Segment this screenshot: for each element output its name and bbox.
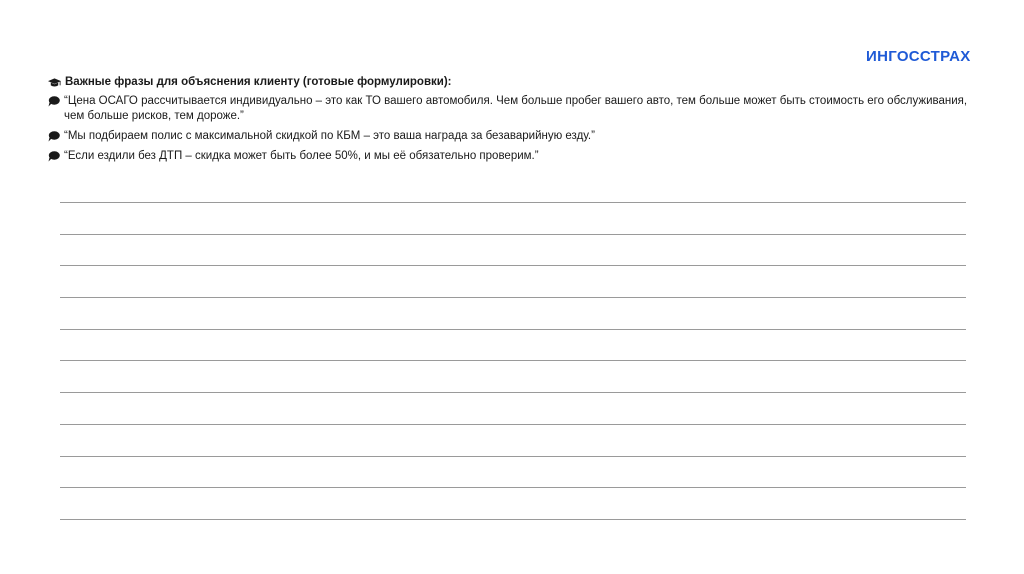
- ruled-line: [60, 487, 966, 488]
- phrase-text: “Если ездили без ДТП – скидка может быть более 50%, и мы её обязательно проверим.”: [64, 150, 539, 162]
- ruled-line: [60, 265, 966, 266]
- ruled-line: [60, 202, 966, 203]
- section-heading-text: Важные фразы для объяснения клиенту (готовые формулировки):: [65, 76, 452, 88]
- ruled-line: [60, 456, 966, 457]
- speech-bubble-icon: [48, 131, 60, 142]
- phrases-section: [48, 75, 978, 169]
- speech-bubble-icon: [48, 151, 60, 162]
- ruled-line: [60, 392, 966, 393]
- ruled-line: [60, 360, 966, 361]
- phrase-item: [48, 94, 978, 124]
- section-heading: [48, 75, 978, 90]
- ruled-line: [60, 329, 966, 330]
- speech-bubble-icon: [48, 96, 60, 107]
- phrase-text: “Цена ОСАГО рассчитывается индивидуально – это как ТО вашего автомобиля. Чем больше пробег вашего авто, тем больше может быть стоимость его обслуживания, чем больше рисков, тем дороже.”: [64, 95, 968, 122]
- phrase-item: [48, 149, 978, 164]
- ruled-line: [60, 519, 966, 520]
- phrase-item: [48, 129, 978, 144]
- brand-logo: ИНГОССТРАХ: [866, 48, 971, 65]
- phrase-text: “Мы подбираем полис с максимальной скидкой по КБМ – это ваша награда за безаварийную езду.”: [64, 130, 595, 142]
- ruled-line: [60, 234, 966, 235]
- ruled-line: [60, 424, 966, 425]
- ruled-line: [60, 297, 966, 298]
- notes-ruled-lines: [60, 202, 966, 551]
- graduation-cap-icon: [48, 77, 61, 89]
